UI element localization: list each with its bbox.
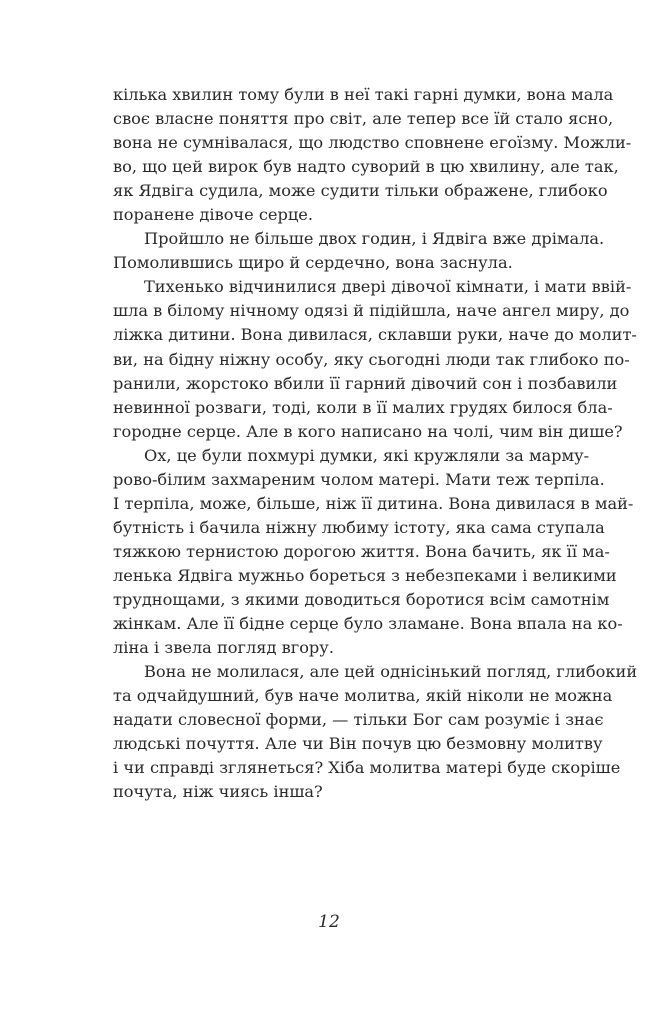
- text-line: ранили, жорстоко вбили її гарний дівочий сон і позбавили: [113, 373, 618, 393]
- text-line: невинної розваги, тоді, коли в її малих грудях билося бла-: [113, 397, 613, 417]
- text-line: Вона не молилася, але цей однісінький погляд, глибокий: [144, 662, 638, 682]
- text-line: бутність і бачила ніжну любиму істоту, яка сама ступала: [113, 517, 605, 537]
- text-line: ленька Ядвіга мужньо бореться з небезпеками і великими: [113, 565, 617, 585]
- text-line: І терпіла, може, більше, ніж її дитина. Вона дивилася в май-: [113, 493, 634, 513]
- paragraph: [113, 83, 632, 227]
- text-line: во, що цей вирок був надто суворий в цю хвилину, але так,: [113, 157, 619, 177]
- text-line: і чи справді зглянеться? Хіба молитва матері буде скоріше: [113, 758, 621, 778]
- text-line: Пройшло не більше двох годин, і Ядвіга вже дрімала.: [144, 229, 605, 249]
- text-line: ви, на бідну ніжну особу, яку сьогодні люди так глибоко по-: [113, 349, 630, 369]
- text-line: людські почуття. Але чи Він почув цю безмовну молитву: [113, 734, 603, 754]
- paragraph: [113, 444, 634, 660]
- text-line: рово-білим захмареним чолом матері. Мати теж терпіла.: [113, 469, 605, 489]
- body-text: [113, 83, 638, 804]
- text-line: труднощами, з якими доводиться боротися всім самотнім: [113, 589, 610, 609]
- text-line: Помолившись щиро й сердечно, вона заснула.: [113, 253, 513, 273]
- text-line: ліжка дитини. Вона дивилася, склавши руки, наче до молит-: [113, 325, 637, 345]
- text-line: вона не сумнівалася, що людство сповнене егоїзму. Можли-: [113, 133, 632, 153]
- text-line: та одчайдушний, був наче молитва, якій ніколи не можна: [113, 686, 613, 706]
- page-number: 12: [318, 912, 340, 932]
- text-line: городне серце. Але в кого написано на чолі, чим він дише?: [113, 421, 623, 441]
- text-line: своє власне поняття про світ, але тепер все їй стало ясно,: [113, 109, 614, 129]
- paragraph: [113, 660, 638, 804]
- text-line: надати словесної форми, — тільки Бог сам розуміє і знає: [113, 710, 604, 730]
- paragraph: [113, 275, 637, 443]
- text-line: почута, ніж чиясь інша?: [113, 782, 323, 802]
- paragraph: [113, 227, 605, 275]
- text-line: жінкам. Але її бідне серце було зламане. Вона впала на ко-: [113, 614, 623, 634]
- text-line: шла в білому нічному одязі й підійшла, наче ангел миру, до: [113, 301, 630, 321]
- text-line: ліна і звела погляд вгору.: [113, 638, 334, 658]
- text-line: кілька хвилин тому були в неї такі гарні думки, вона мала: [113, 85, 614, 104]
- text-line: тяжкою тернистою дорогою життя. Вона бачить, як її ма-: [113, 541, 610, 561]
- text-line: Тихенько відчинилися двері дівочої кімнати, і мати ввій-: [144, 277, 632, 297]
- text-line: як Ядвіга судила, може судити тільки ображене, глибоко: [113, 181, 608, 201]
- text-line: поранене дівоче серце.: [113, 205, 314, 225]
- text-line: Ох, це були похмурі думки, які кружляли за марму-: [144, 445, 590, 465]
